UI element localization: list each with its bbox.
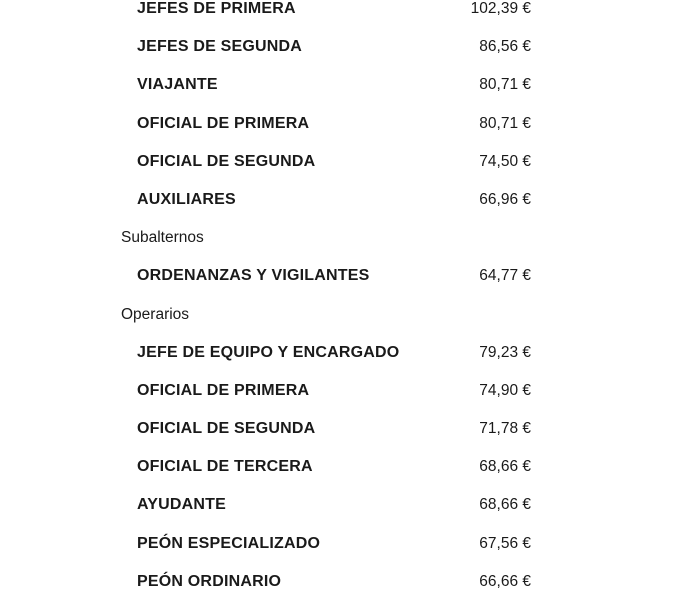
amount-value: 74,50 € xyxy=(479,152,531,170)
amount-value: 68,66 € xyxy=(479,496,531,514)
category-label: JEFES DE SEGUNDA xyxy=(137,38,303,56)
table-row xyxy=(0,257,681,295)
amount-value: 86,56 € xyxy=(479,38,531,56)
amount-value: 102,39 € xyxy=(470,0,531,17)
category-label: VIAJANTE xyxy=(137,76,218,94)
table-row xyxy=(0,181,681,219)
amount-value: 67,56 € xyxy=(479,534,531,552)
category-label: OFICIAL DE PRIMERA xyxy=(137,114,310,132)
amount-value: 80,71 € xyxy=(479,76,531,94)
category-label: OFICIAL DE SEGUNDA xyxy=(137,152,316,170)
table-row xyxy=(0,563,681,601)
table-row xyxy=(0,143,681,181)
category-label: AYUDANTE xyxy=(137,496,227,514)
amount-value: 68,66 € xyxy=(479,458,531,476)
amount-value: 74,90 € xyxy=(479,381,531,399)
table-row xyxy=(0,448,681,486)
amount-value: 66,96 € xyxy=(479,190,531,208)
table-row xyxy=(0,486,681,524)
category-label: OFICIAL DE PRIMERA xyxy=(137,381,310,399)
category-label: AUXILIARES xyxy=(137,190,236,208)
amount-value: 80,71 € xyxy=(479,114,531,132)
amount-value: 79,23 € xyxy=(479,343,531,361)
table-row xyxy=(0,105,681,143)
category-label: ORDENANZAS Y VIGILANTES xyxy=(137,267,370,285)
category-label: OFICIAL DE SEGUNDA xyxy=(137,420,316,438)
section-header xyxy=(0,219,681,257)
table-row xyxy=(0,66,681,104)
table-row xyxy=(0,0,681,28)
section-label: Operarios xyxy=(121,305,190,323)
category-label: JEFE DE EQUIPO Y ENCARGADO xyxy=(137,343,400,361)
category-label: PEÓN ESPECIALIZADO xyxy=(137,534,321,552)
section-label: Subalternos xyxy=(121,229,204,247)
category-label: PEÓN ORDINARIO xyxy=(137,572,282,590)
table-row xyxy=(0,372,681,410)
section-header xyxy=(0,296,681,334)
table-row xyxy=(0,525,681,563)
category-label: OFICIAL DE TERCERA xyxy=(137,458,313,476)
category-label: JEFES DE PRIMERA xyxy=(137,0,296,17)
table-row xyxy=(0,334,681,372)
amount-value: 64,77 € xyxy=(479,267,531,285)
amount-value: 71,78 € xyxy=(479,420,531,438)
amount-value: 66,66 € xyxy=(479,572,531,590)
table-row xyxy=(0,410,681,448)
table-row xyxy=(0,28,681,66)
